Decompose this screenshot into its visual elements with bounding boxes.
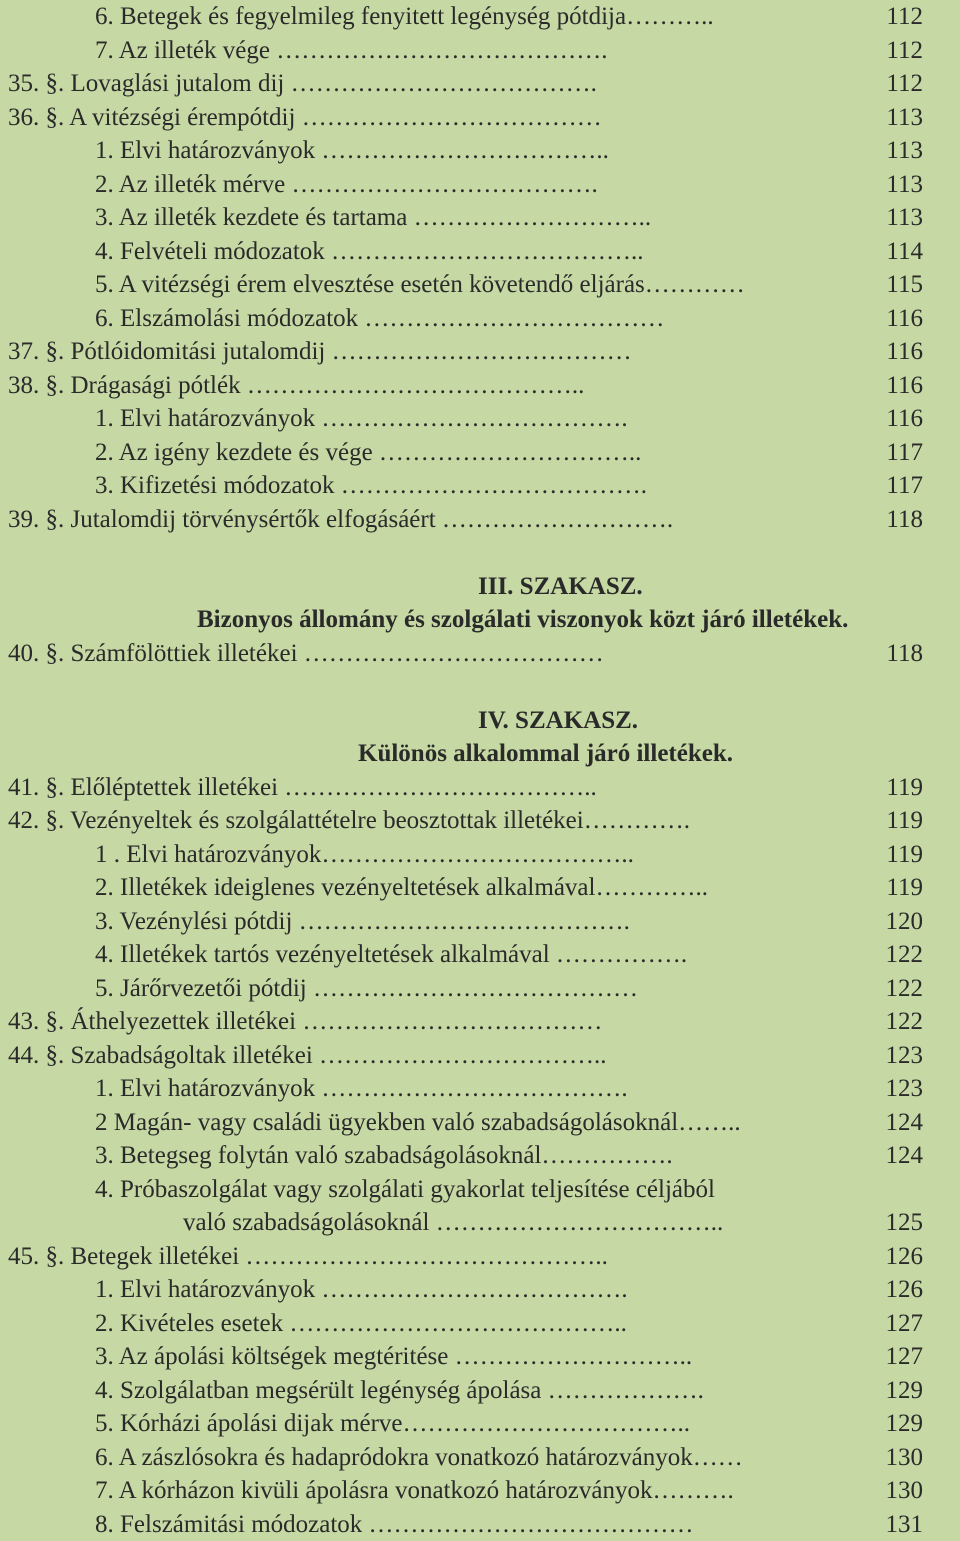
toc-entry-page: 112 [886,34,923,68]
toc-entry-page: 114 [886,235,923,269]
section-heading [0,570,960,604]
toc-entry[interactable] [0,1139,960,1173]
toc-entry[interactable] [0,1508,960,1541]
toc-entry-page: 126 [886,1240,924,1274]
toc-entry-title: 3. Az ápolási költségek megtéritése ……………………….. [95,1340,692,1374]
toc-entry-title: 1 . Elvi határozványok……………………………….. [95,838,634,872]
toc-entry-page: 116 [886,302,923,336]
toc-entry-title: 5. Kórházi ápolási dijak mérve…………………………….. [95,1407,690,1441]
toc-entry-page: 113 [886,201,923,235]
toc-entry-title: 3. Az illeték kezdete és tartama ……………………….. [95,201,651,235]
toc-entry-page: 119 [886,871,923,905]
section-spacer [0,536,960,570]
toc-entry[interactable] [0,235,960,269]
toc-entry-page: 113 [886,134,923,168]
toc-entry-title: 39. §. Jutalomdij törvénysértők elfogásáért ………………………. [8,503,673,537]
toc-entry-page: 112 [886,0,923,34]
toc-entry[interactable] [0,268,960,302]
toc-entry[interactable] [0,201,960,235]
section-heading [0,704,960,738]
toc-entry-page: 117 [886,436,923,470]
toc-entry-title: 2. Illetékek ideiglenes vezényeltetések alkalmával………….. [95,871,708,905]
toc-entry-title: 2. Kivételes esetek ………………………………….. [95,1307,627,1341]
toc-entry[interactable] [0,871,960,905]
toc-entry-page: 113 [886,101,923,135]
toc-entry-title: 42. §. Vezényeltek és szolgálattételre beosztottak illetékei…………. [8,804,690,838]
toc-entry[interactable] [0,905,960,939]
heading-text: Bizonyos állomány és szolgálati viszonyok közt járó illetékek. [197,603,848,637]
section-subtitle [0,603,960,637]
toc-entry[interactable] [0,1441,960,1475]
section-spacer [0,670,960,704]
toc-entry[interactable] [0,1072,960,1106]
toc-entry[interactable] [0,402,960,436]
toc-entry[interactable] [0,134,960,168]
toc-entry[interactable] [0,436,960,470]
toc-entry-page: 124 [886,1139,924,1173]
toc-entry[interactable] [0,1173,960,1207]
toc-entry-page: 122 [886,1005,924,1039]
toc-entry-page: 116 [886,402,923,436]
toc-entry-page: 115 [886,268,923,302]
toc-entry-title: 7. Az illeték vége …………………………………. [95,34,607,68]
toc-entry[interactable] [0,1474,960,1508]
toc-entry-page: 116 [886,369,923,403]
toc-entry-page: 118 [886,503,923,537]
toc-entry[interactable] [0,1005,960,1039]
toc-entry-page: 120 [886,905,924,939]
toc-entry-title: 2 Magán- vagy családi ügyekben való szabadságolásoknál…….. [95,1106,741,1140]
heading-text: III. SZAKASZ. [478,570,643,604]
toc-entry-title: 2. Az illeték mérve ………………………………. [95,168,598,202]
toc-entry[interactable] [0,1039,960,1073]
toc-entry-title: 8. Felszámitási módozatok ………………………………… [95,1508,694,1541]
heading-text: IV. SZAKASZ. [478,704,638,738]
toc-entry-title: 6. Betegek és fegyelmileg fenyitett legénység pótdija……….. [95,0,714,34]
toc-entry[interactable] [0,1106,960,1140]
toc-entry[interactable] [0,503,960,537]
toc-entry[interactable] [0,335,960,369]
toc-entry[interactable] [0,168,960,202]
toc-entry-title: 6. Elszámolási módozatok ……………………………… [95,302,664,336]
toc-entry[interactable] [0,101,960,135]
toc-entry-title: 2. Az igény kezdete és vége ………………………….. [95,436,641,470]
toc-entry-title: 3. Vezénylési pótdij …………………………………. [95,905,630,939]
toc-entry[interactable] [0,369,960,403]
toc-entry-title: 43. §. Áthelyezettek illetékei ……………………………… [8,1005,602,1039]
toc-entry-page: 117 [886,469,923,503]
toc-entry-title: 6. A zászlósokra és hadapródokra vonatkozó határozványok…… [95,1441,743,1475]
toc-entry-page: 118 [886,637,923,671]
toc-entry[interactable] [0,771,960,805]
toc-entry-title: 44. §. Szabadságoltak illetékei …………………………….. [8,1039,607,1073]
toc-entry[interactable] [0,1307,960,1341]
toc-entry-page: 122 [886,972,924,1006]
toc-entry-page: 127 [886,1307,924,1341]
toc-entry-title: való szabadságolásoknál …………………………….. [183,1206,723,1240]
toc-entry[interactable] [0,0,960,34]
toc-entry[interactable] [0,1240,960,1274]
toc-entry[interactable] [0,838,960,872]
toc-entry-page: 124 [886,1106,924,1140]
toc-entry-title: 41. §. Előléptettek illetékei ……………………………….. [8,771,597,805]
toc-entry[interactable] [0,972,960,1006]
toc-entry-page: 119 [886,838,923,872]
toc-entry-title: 1. Elvi határozványok …………………………….. [95,134,609,168]
toc-entry[interactable] [0,1407,960,1441]
toc-entry[interactable] [0,302,960,336]
toc-entry-page: 127 [886,1340,924,1374]
toc-entry-title: 4. Szolgálatban megsérült legénység ápolása ………………. [95,1374,704,1408]
toc-entry-title: 36. §. A vitézségi érempótdij ……………………………… [8,101,602,135]
toc-entry-title: 1. Elvi határozványok ………………………………. [95,1273,628,1307]
toc-entry-page: 131 [886,1508,924,1541]
toc-entry-title: 3. Kifizetési módozatok ………………………………. [95,469,647,503]
toc-entry-title: 5. A vitézségi érem elvesztése esetén követendő eljárás………… [95,268,745,302]
toc-entry-page: 119 [886,771,923,805]
toc-entry[interactable] [0,804,960,838]
toc-entry-page: 123 [886,1039,924,1073]
toc-entry-page: 112 [886,67,923,101]
toc-entry-page: 122 [886,938,924,972]
heading-text: Különös alkalommal járó illetékek. [358,737,733,771]
toc-entry-title: 5. Járőrvezetői pótdij ………………………………… [95,972,638,1006]
toc-entry[interactable] [0,469,960,503]
toc-entry-page: 126 [886,1273,924,1307]
toc-entry-title: 3. Betegseg folytán való szabadságolásoknál……………. [95,1139,673,1173]
toc-entry-title: 7. A kórházon kivüli ápolásra vonatkozó határozványok………. [95,1474,734,1508]
toc-entry-title: 35. §. Lovaglási jutalom dij ………………………………. [8,67,597,101]
toc-entry-title: 38. §. Drágasági pótlék ………………………………….. [8,369,584,403]
toc-entry-page: 130 [886,1474,924,1508]
toc-entry-title: 1. Elvi határozványok ………………………………. [95,402,628,436]
toc-entry[interactable] [0,938,960,972]
toc-entry[interactable] [0,1340,960,1374]
toc-entry[interactable] [0,1206,960,1240]
toc-entry-page: 119 [886,804,923,838]
toc-entry-title: 4. Felvételi módozatok ……………………………….. [95,235,644,269]
toc-entry-title: 40. §. Számfölöttiek illetékei ……………………………… [8,637,604,671]
toc-entry-title: 4. Illetékek tartós vezényeltetések alkalmával ……………. [95,938,687,972]
toc-entry[interactable] [0,1374,960,1408]
toc-entry-page: 113 [886,168,923,202]
section-subtitle [0,737,960,771]
toc-entry-page: 125 [886,1206,924,1240]
toc-entry-page: 116 [886,335,923,369]
toc-entry-title: 45. §. Betegek illetékei …………………………………….. [8,1240,608,1274]
toc-entry-page: 129 [886,1374,924,1408]
toc-entry[interactable] [0,637,960,671]
toc-entry-page: 123 [886,1072,924,1106]
toc-entry-title: 37. §. Pótlóidomitási jutalomdij ……………………………… [8,335,632,369]
toc-entry-page: 130 [886,1441,924,1475]
toc-entry[interactable] [0,34,960,68]
toc-entry[interactable] [0,67,960,101]
toc-entry-page: 129 [886,1407,924,1441]
toc-entry-title: 1. Elvi határozványok ………………………………. [95,1072,628,1106]
toc-entry[interactable] [0,1273,960,1307]
toc-entry-title: 4. Próbaszolgálat vagy szolgálati gyakorlat teljesítése céljából [95,1173,715,1207]
